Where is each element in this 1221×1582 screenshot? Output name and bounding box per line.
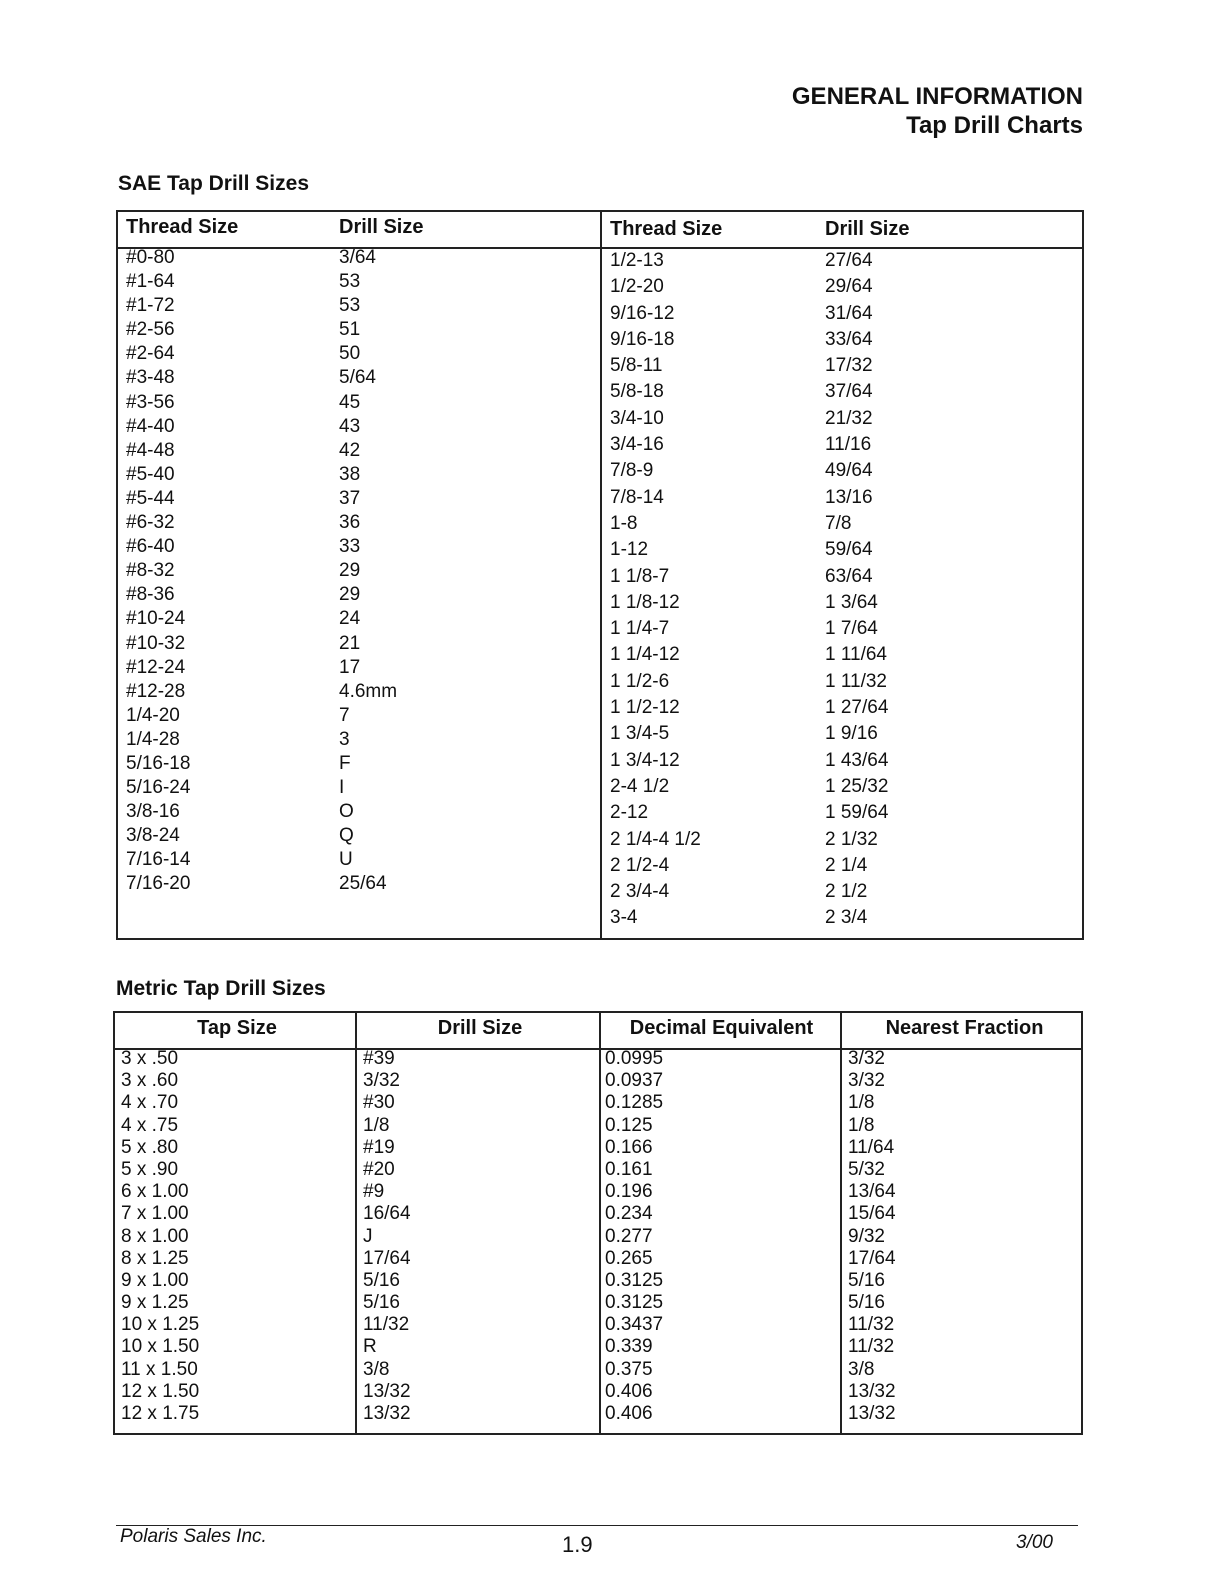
metric-tap-size-cell: 5 x .90 xyxy=(121,1158,179,1180)
sae-left-thread-cell: #4-40 xyxy=(126,415,175,437)
sae-left-thread-cell: #12-28 xyxy=(126,680,186,702)
metric-drill-size-cell: #9 xyxy=(363,1181,385,1203)
sae-left-thread-cell: #5-40 xyxy=(126,463,175,485)
sae-right-thread-values xyxy=(610,248,810,932)
sae-left-drill-cell: U xyxy=(339,849,353,871)
sae-left-drill-cell: 25/64 xyxy=(339,873,387,895)
sae-right-drill-cell: 1 7/64 xyxy=(825,618,878,640)
metric-nearest-fraction-cell: 11/64 xyxy=(848,1136,895,1158)
sae-left-drill-cell: 51 xyxy=(339,319,361,341)
sae-right-drill-cell: 2 3/4 xyxy=(825,907,868,929)
sae-right-thread-cell: 1 1/8-7 xyxy=(610,565,670,587)
metric-tap-size-column xyxy=(121,1013,353,1425)
metric-drill-size-cell: #20 xyxy=(363,1158,395,1180)
sae-left-drill-cell: 29 xyxy=(339,584,361,606)
metric-decimal-equivalent-cell: 0.3437 xyxy=(605,1314,664,1336)
metric-drill-size-cell: 11/32 xyxy=(363,1314,410,1336)
sae-right-thread-cell: 1 3/4-12 xyxy=(610,749,680,771)
metric-tap-size-cell: 8 x 1.25 xyxy=(121,1247,189,1269)
sae-right-thread-cell: 7/8-14 xyxy=(610,486,664,508)
sae-left-thread-header: Thread Size xyxy=(126,216,239,238)
metric-nearest-fraction-cell: 1/8 xyxy=(848,1114,875,1136)
sae-right-thread-cell: 1-12 xyxy=(610,539,649,561)
sae-right-thread-cell: 1 3/4-5 xyxy=(610,723,670,745)
metric-drill-size-cell: #30 xyxy=(363,1092,395,1114)
sae-left-thread-cell: #2-56 xyxy=(126,319,175,341)
metric-tap-size-header: Tap Size xyxy=(197,1017,277,1039)
sae-left-thread-cell: 7/16-14 xyxy=(126,849,191,871)
sae-right-drill-cell: 33/64 xyxy=(825,328,873,350)
sae-left-thread-cell: #1-72 xyxy=(126,295,175,317)
metric-tap-size-cell: 9 x 1.00 xyxy=(121,1269,189,1291)
sae-left-drill-cell: 50 xyxy=(339,343,361,365)
sae-left-drill-cell: 33 xyxy=(339,536,361,558)
metric-drill-size-cell: R xyxy=(363,1336,377,1358)
sae-left-thread-cell: 7/16-20 xyxy=(126,873,191,895)
metric-decimal-equivalent-cell: 0.375 xyxy=(605,1358,653,1380)
sae-right-drill-values xyxy=(825,248,1025,932)
sae-right-drill-cell: 29/64 xyxy=(825,276,873,298)
sae-left-thread-cell: #5-44 xyxy=(126,487,175,509)
metric-drill-size-cell: 16/64 xyxy=(363,1203,411,1225)
metric-tap-size-cell: 3 x .60 xyxy=(121,1070,179,1092)
sae-left-drill-cell: I xyxy=(339,777,345,799)
metric-drill-size-cell: #19 xyxy=(363,1136,395,1158)
metric-tap-size-cell: 5 x .80 xyxy=(121,1136,179,1158)
sae-right-thread-cell: 1/2-13 xyxy=(610,250,664,271)
metric-decimal-equivalent-cell: 0.0995 xyxy=(605,1048,664,1069)
sae-left-drill-values xyxy=(339,246,539,897)
metric-tap-size-cell: 10 x 1.50 xyxy=(121,1336,200,1358)
metric-drill-size-cell: 13/32 xyxy=(363,1380,411,1402)
sae-right-drill-cell: 1 11/32 xyxy=(825,670,887,692)
sae-right-thread-cell: 5/8-11 xyxy=(610,355,663,377)
sae-left-drill-cell: 53 xyxy=(339,295,361,317)
metric-decimal-equivalent-cell: 0.265 xyxy=(605,1247,653,1269)
sae-left-thread-cell: #10-32 xyxy=(126,632,186,654)
metric-decimal-equivalent-cell: 0.166 xyxy=(605,1136,653,1158)
metric-drill-size-cell: 5/16 xyxy=(363,1292,400,1314)
metric-drill-size-cell: 3/8 xyxy=(363,1358,390,1380)
sae-right-drill-cell: 2 1/32 xyxy=(825,828,878,850)
footer-company: Polaris Sales Inc. xyxy=(120,1526,267,1547)
metric-nearest-fraction-cell: 5/16 xyxy=(848,1292,885,1314)
sae-right-thread-cell: 7/8-9 xyxy=(610,460,654,482)
metric-drill-size-cell: 3/32 xyxy=(363,1070,400,1092)
sae-right-drill-cell: 27/64 xyxy=(825,250,873,271)
metric-drill-size-cell: 17/64 xyxy=(363,1247,411,1269)
sae-left-drill-cell: 42 xyxy=(339,439,361,461)
sae-left-thread-cell: 1/4-28 xyxy=(126,728,180,750)
sae-left-drill-cell: 21 xyxy=(339,632,361,654)
metric-tap-size-cell: 9 x 1.25 xyxy=(121,1292,189,1314)
sae-left-thread-cell: #10-24 xyxy=(126,608,186,630)
sae-table xyxy=(116,210,1084,940)
sae-right-drill-cell: 2 1/4 xyxy=(825,854,868,876)
sae-left-thread-cell: #8-32 xyxy=(126,560,175,582)
sae-left-drill-cell: 43 xyxy=(339,415,361,437)
metric-decimal-equivalent-cell: 0.406 xyxy=(605,1403,653,1424)
sae-right-thread-cell: 1/2-20 xyxy=(610,276,664,298)
sae-right-thread-cell: 5/8-18 xyxy=(610,381,664,403)
sae-right-drill-cell: 49/64 xyxy=(825,460,873,482)
metric-tap-size-cell: 8 x 1.00 xyxy=(121,1225,189,1247)
sae-right-drill-column xyxy=(825,214,1025,932)
metric-drill-size-cell: J xyxy=(363,1225,373,1247)
metric-tap-size-cell: 12 x 1.50 xyxy=(121,1380,200,1402)
sae-left-thread-values xyxy=(126,246,326,897)
sae-left-thread-cell: #12-24 xyxy=(126,656,186,678)
metric-decimal-equivalent-cell: 0.277 xyxy=(605,1225,653,1247)
sae-right-thread-cell: 2-12 xyxy=(610,802,649,824)
sae-right-thread-cell: 9/16-12 xyxy=(610,302,675,324)
sae-right-drill-cell: 31/64 xyxy=(825,302,873,324)
sae-right-drill-cell: 1 59/64 xyxy=(825,802,889,824)
sae-right-drill-cell: 21/32 xyxy=(825,407,873,429)
sae-left-thread-cell: 5/16-18 xyxy=(126,752,191,774)
sae-right-drill-cell: 59/64 xyxy=(825,539,873,561)
sae-left-drill-cell: 45 xyxy=(339,391,361,413)
metric-decimal-equivalent-cell: 0.3125 xyxy=(605,1292,664,1314)
sae-left-thread-column xyxy=(126,212,326,897)
sae-right-drill-cell: 1 25/32 xyxy=(825,775,889,797)
metric-drill-size-column xyxy=(363,1013,597,1425)
metric-drill-size-cell: 5/16 xyxy=(363,1269,400,1291)
sae-right-drill-cell: 1 9/16 xyxy=(825,723,878,745)
sae-right-drill-cell: 1 11/64 xyxy=(825,644,887,666)
sae-right-drill-cell: 11/16 xyxy=(825,434,872,456)
sae-left-thread-cell: #1-64 xyxy=(126,271,175,293)
sae-left-drill-cell: 29 xyxy=(339,560,361,582)
metric-decimal-equivalent-cell: 0.161 xyxy=(605,1158,653,1180)
metric-tap-size-cell: 10 x 1.25 xyxy=(121,1314,200,1336)
sae-right-drill-cell: 2 1/2 xyxy=(825,881,868,903)
metric-decimal-equivalent-cell: 0.0937 xyxy=(605,1070,664,1092)
sae-left-thread-cell: 3/8-24 xyxy=(126,825,180,847)
sae-right-drill-cell: 1 43/64 xyxy=(825,749,889,771)
sae-right-drill-cell: 7/8 xyxy=(825,512,852,534)
sae-left-drill-cell: 38 xyxy=(339,463,361,485)
metric-nearest-fraction-cell: 3/32 xyxy=(848,1048,885,1069)
metric-nearest-fraction-cell: 5/16 xyxy=(848,1269,885,1291)
metric-tap-size-cell: 4 x .70 xyxy=(121,1092,179,1114)
metric-nearest-fraction-header: Nearest Fraction xyxy=(885,1017,1044,1039)
sae-left-drill-cell: 3/64 xyxy=(339,247,376,268)
metric-decimal-equivalent-cell: 0.3125 xyxy=(605,1269,664,1291)
metric-drill-size-cell: 1/8 xyxy=(363,1114,390,1136)
sae-right-drill-cell: 63/64 xyxy=(825,565,873,587)
metric-nearest-fraction-cell: 11/32 xyxy=(848,1314,895,1336)
sae-right-thread-column xyxy=(610,214,810,932)
metric-nearest-fraction-cell: 13/32 xyxy=(848,1403,896,1424)
metric-tap-size-cell: 4 x .75 xyxy=(121,1114,179,1136)
metric-nearest-fraction-cell: 3/32 xyxy=(848,1070,885,1092)
metric-nearest-fraction-column xyxy=(848,1013,1081,1425)
metric-drill-size-cell: 13/32 xyxy=(363,1403,411,1424)
metric-decimal-equivalent-cell: 0.125 xyxy=(605,1114,653,1136)
metric-tap-size-cell: 6 x 1.00 xyxy=(121,1181,189,1203)
sae-left-drill-cell: 4.6mm xyxy=(339,680,398,702)
sae-right-thread-cell: 3/4-10 xyxy=(610,407,664,429)
sae-left-drill-column xyxy=(339,212,539,897)
sae-right-thread-cell: 1-8 xyxy=(610,512,638,534)
metric-table xyxy=(113,1011,1083,1435)
metric-section-title: Metric Tap Drill Sizes xyxy=(116,977,326,1000)
metric-decimal-equivalent-cell: 0.339 xyxy=(605,1336,653,1358)
metric-tap-size-cell: 11 x 1.50 xyxy=(121,1358,198,1380)
sae-left-drill-cell: 53 xyxy=(339,271,361,293)
sae-right-thread-cell: 2 1/4-4 1/2 xyxy=(610,828,701,850)
sae-left-thread-cell: #6-32 xyxy=(126,512,175,534)
sae-left-drill-cell: 36 xyxy=(339,512,361,534)
footer-date: 3/00 xyxy=(1016,1532,1053,1553)
sae-right-thread-cell: 1 1/4-12 xyxy=(610,644,680,666)
sae-right-thread-cell: 2-4 1/2 xyxy=(610,775,670,797)
sae-left-drill-cell: F xyxy=(339,752,351,774)
sae-right-drill-cell: 13/16 xyxy=(825,486,873,508)
sae-left-drill-cell: 17 xyxy=(339,656,361,678)
sae-right-thread-cell: 2 1/2-4 xyxy=(610,854,670,876)
header-subtitle: Tap Drill Charts xyxy=(906,112,1083,139)
metric-decimal-equivalent-cell: 0.1285 xyxy=(605,1092,664,1114)
sae-right-thread-cell: 1 1/4-7 xyxy=(610,618,670,640)
sae-left-thread-cell: #2-64 xyxy=(126,343,175,365)
metric-nearest-fraction-cell: 3/8 xyxy=(848,1358,875,1380)
sae-left-thread-cell: #4-48 xyxy=(126,439,175,461)
sae-left-thread-cell: 1/4-20 xyxy=(126,704,180,726)
metric-decimal-equivalent-cell: 0.406 xyxy=(605,1380,653,1402)
metric-nearest-fraction-cell: 1/8 xyxy=(848,1092,875,1114)
page-header xyxy=(792,82,1083,140)
sae-right-thread-cell: 2 3/4-4 xyxy=(610,881,670,903)
sae-left-drill-cell: 3 xyxy=(339,728,350,750)
sae-right-thread-cell: 9/16-18 xyxy=(610,328,675,350)
sae-left-thread-cell: 3/8-16 xyxy=(126,801,180,823)
sae-left-drill-cell: 5/64 xyxy=(339,367,376,389)
sae-right-drill-header: Drill Size xyxy=(825,218,910,240)
sae-left-thread-cell: #0-80 xyxy=(126,247,175,268)
sae-right-drill-cell: 1 27/64 xyxy=(825,697,889,719)
sae-left-drill-cell: 7 xyxy=(339,704,350,726)
metric-nearest-fraction-cell: 5/32 xyxy=(848,1158,885,1180)
sae-left-thread-cell: 5/16-24 xyxy=(126,777,191,799)
sae-right-thread-cell: 3/4-16 xyxy=(610,434,664,456)
sae-right-thread-cell: 1 1/8-12 xyxy=(610,591,680,613)
metric-nearest-fraction-cell: 13/32 xyxy=(848,1380,896,1402)
sae-right-drill-cell: 37/64 xyxy=(825,381,873,403)
sae-right-thread-cell: 3-4 xyxy=(610,907,638,929)
metric-tap-size-cell: 12 x 1.75 xyxy=(121,1403,200,1424)
sae-right-thread-header: Thread Size xyxy=(610,218,723,240)
metric-nearest-fraction-cell: 15/64 xyxy=(848,1203,896,1225)
metric-drill-size-cell: #39 xyxy=(363,1048,395,1069)
metric-decimal-equivalent-cell: 0.196 xyxy=(605,1181,653,1203)
sae-left-drill-header: Drill Size xyxy=(339,216,424,238)
sae-left-drill-cell: 37 xyxy=(339,487,361,509)
metric-nearest-fraction-cell: 9/32 xyxy=(848,1225,885,1247)
header-section-title: GENERAL INFORMATION xyxy=(791,83,1083,110)
metric-decimal-equivalent-column xyxy=(605,1013,838,1425)
sae-right-drill-cell: 17/32 xyxy=(825,355,873,377)
metric-nearest-fraction-cell: 17/64 xyxy=(848,1247,896,1269)
sae-section-title: SAE Tap Drill Sizes xyxy=(118,172,309,195)
sae-left-drill-cell: 24 xyxy=(339,608,361,630)
metric-nearest-fraction-cell: 11/32 xyxy=(848,1336,895,1358)
sae-left-thread-cell: #3-48 xyxy=(126,367,175,389)
sae-left-thread-cell: #6-40 xyxy=(126,536,175,558)
metric-drill-size-header: Drill Size xyxy=(437,1017,523,1039)
sae-right-thread-cell: 1 1/2-6 xyxy=(610,670,670,692)
metric-decimal-equivalent-cell: 0.234 xyxy=(605,1203,653,1225)
sae-left-drill-cell: Q xyxy=(339,825,354,847)
sae-left-drill-cell: O xyxy=(339,801,354,823)
sae-left-thread-cell: #8-36 xyxy=(126,584,175,606)
page-number: 1.9 xyxy=(562,1532,593,1557)
metric-tap-size-cell: 7 x 1.00 xyxy=(121,1203,189,1225)
sae-right-drill-cell: 1 3/64 xyxy=(825,591,878,613)
sae-left-thread-cell: #3-56 xyxy=(126,391,175,413)
metric-tap-size-cell: 3 x .50 xyxy=(121,1048,179,1069)
metric-nearest-fraction-cell: 13/64 xyxy=(848,1181,896,1203)
sae-right-thread-cell: 1 1/2-12 xyxy=(610,697,680,719)
metric-decimal-equivalent-header: Decimal Equivalent xyxy=(629,1017,814,1039)
